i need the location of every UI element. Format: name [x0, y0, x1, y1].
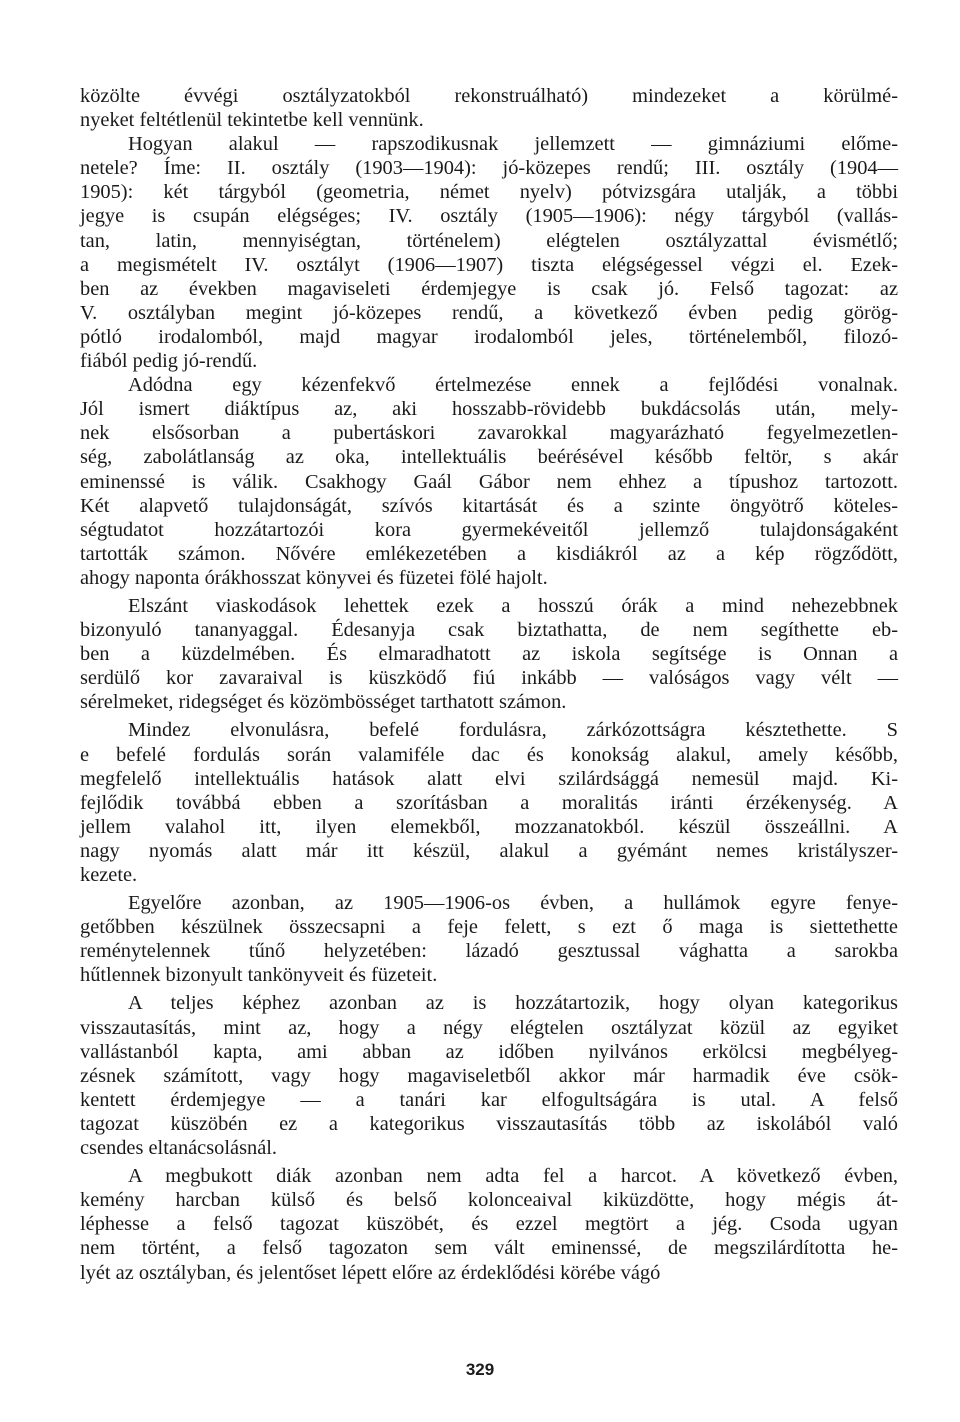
- paragraph: [80, 84, 898, 132]
- text-line: fiából pedig jó-rendű.: [80, 350, 258, 373]
- text-line: reménytelennek tűnő helyzetében: lázadó gesztussal vághatta a sarokba: [80, 940, 898, 963]
- text-line: tagozat küszöbén ez a kategorikus visszautasítás több az iskolából való: [80, 1112, 898, 1135]
- text-line: megfelelő intellektuális hatások alatt elvi szilárdsággá nemesül majd. Ki-: [80, 767, 898, 790]
- paragraph: [80, 1164, 898, 1284]
- text-line: nem történt, a felső tagozaton sem vált eminenssé, de megszilárdította he-: [80, 1237, 898, 1260]
- text-line: kemény harcban külső és belső kolonceaival kiküzdötte, hogy mégis át-: [80, 1189, 898, 1212]
- text-line: tan, latin, mennyiségtan, történelem) elégtelen osztályzattal évismétlő;: [80, 229, 898, 252]
- text-line: ségtudatot hozzátartozói kora gyermekéveitől jellemző tulajdonságaként: [80, 518, 898, 541]
- text-line: nagy nyomás alatt már itt készül, alakul a gyémánt nemes kristályszer-: [80, 839, 898, 862]
- text-line: visszautasítás, mint az, hogy a négy elégtelen osztályzat közül az egyiket: [80, 1016, 898, 1039]
- document-body: [80, 84, 898, 1289]
- text-line: a megismételt IV. osztályt (1906—1907) tiszta elégségessel végzi el. Ezek-: [80, 253, 898, 276]
- text-line: lyét az osztályban, és jelentőset lépett előre az érdeklődési körébe vágó: [80, 1261, 661, 1284]
- text-line: zésnek számított, vagy hogy magaviseletből akkor már harmadik éve csök-: [80, 1064, 898, 1087]
- text-line: Hogyan alakul — rapszodikusnak jellemzett — gimnáziumi előme-: [128, 133, 898, 156]
- text-line: e befelé fordulás során valamiféle dac és konokság alakul, amely később,: [80, 743, 898, 766]
- text-line: netele? Íme: II. osztály (1903—1904): jó-közepes rendű; III. osztály (1904—: [80, 157, 898, 180]
- text-line: közölte évvégi osztályzatokból rekonstruálható) mindezeket a körülmé-: [80, 85, 898, 107]
- text-line: Egyelőre azonban, az 1905—1906-os évben, a hullámok egyre fenye-: [128, 892, 898, 915]
- page-number: 329: [465, 1360, 495, 1379]
- text-line: ség, zabolátlanság az oka, intellektuális beérésével később feltör, s akár: [80, 446, 898, 469]
- text-line: jellem valahol itt, ilyen elemekből, mozzanatokból. készül összeállni. A: [80, 815, 898, 838]
- text-line: kezete.: [80, 864, 138, 886]
- paragraph: [80, 132, 898, 373]
- text-line: hűtlennek bizonyult tankönyveit és füzeteit.: [80, 964, 438, 987]
- text-line: nyeket feltétlenül tekintetbe kell vennünk.: [80, 109, 424, 132]
- text-line: eminenssé is válik. Csakhogy Gaál Gábor nem ehhez a típushoz tartozott.: [80, 470, 898, 493]
- text-line: A teljes képhez azonban az is hozzátartozik, hogy olyan kategorikus: [128, 992, 898, 1015]
- paragraph: [80, 718, 898, 887]
- paragraph: [80, 373, 898, 590]
- text-line: ben az években magaviseleti érdemjegye is csak jó. Felső tagozat: az: [80, 277, 898, 300]
- paragraph: [80, 891, 898, 987]
- text-line: nek elsősorban a pubertáskori zavarokkal magyarázható fegyelmezetlen-: [80, 422, 898, 445]
- text-line: csendes eltanácsolásnál.: [80, 1137, 278, 1160]
- text-line: sérelmeket, ridegséget és közömbösséget tarthatott számon.: [80, 691, 567, 714]
- text-line: ben a küzdelmében. És elmaradhatott az iskola segítsége is Onnan a: [80, 643, 898, 666]
- text-line: Elszánt viaskodások lehettek ezek a hosszú órák a mind nehezebbnek: [128, 594, 898, 617]
- text-line: léphesse a felső tagozat küszöbét, és ezzel megtört a jég. Csoda ugyan: [80, 1213, 898, 1236]
- paragraph: [80, 594, 898, 714]
- text-line: Két alapvető tulajdonságát, szívós kitartását és a szinte öngyötrő köteles-: [80, 494, 898, 517]
- text-line: pótló irodalomból, majd magyar irodalomból jeles, történelemből, filozó-: [80, 325, 898, 348]
- text-line: jegye is csupán elégséges; IV. osztály (1905—1906): négy tárgyból (vallás-: [80, 205, 898, 228]
- text-line: 1905): két tárgyból (geometria, német nyelv) pótvizsgára utalják, a többi: [80, 181, 898, 204]
- text-line: bizonyuló tananyaggal. Édesanyja csak biztathatta, de nem segíthette eb-: [80, 619, 898, 642]
- text-line: getőbben készülnek összecsapni a feje felett, s ezt ő maga is siettethette: [80, 916, 898, 939]
- text-line: ahogy naponta órákhosszat könyvei és füzetei fölé hajolt.: [80, 566, 548, 589]
- text-line: tartották számon. Nővére emlékezetében a kisdiákról az a kép rögződött,: [80, 542, 898, 565]
- text-line: kentett érdemjegye — a tanári kar elfogultságára is utal. A felső: [80, 1088, 898, 1111]
- text-line: A megbukott diák azonban nem adta fel a harcot. A következő évben,: [128, 1165, 898, 1188]
- text-line: vallástanból kapta, ami abban az időben nyilvános erkölcsi megbélyeg-: [80, 1040, 898, 1063]
- text-line: V. osztályban megint jó-közepes rendű, a következő évben pedig görög-: [80, 301, 898, 324]
- text-line: Jól ismert diáktípus az, aki hosszabb-rövidebb bukdácsolás után, mely-: [80, 398, 898, 421]
- text-line: serdülő kor zavaraival is küszködő fiú inkább — valóságos vagy vélt —: [80, 667, 898, 690]
- paragraph: [80, 991, 898, 1160]
- text-line: Adódna egy kézenfekvő értelmezése ennek a fejlődési vonalnak.: [128, 374, 898, 397]
- text-line: Mindez elvonulásra, befelé fordulásra, zárkózottságra késztethette. S: [128, 719, 898, 742]
- text-line: fejlődik továbbá ebben a szorításban a moralitás iránti érzékenység. A: [80, 791, 898, 814]
- paragraph-gap: [80, 1285, 898, 1289]
